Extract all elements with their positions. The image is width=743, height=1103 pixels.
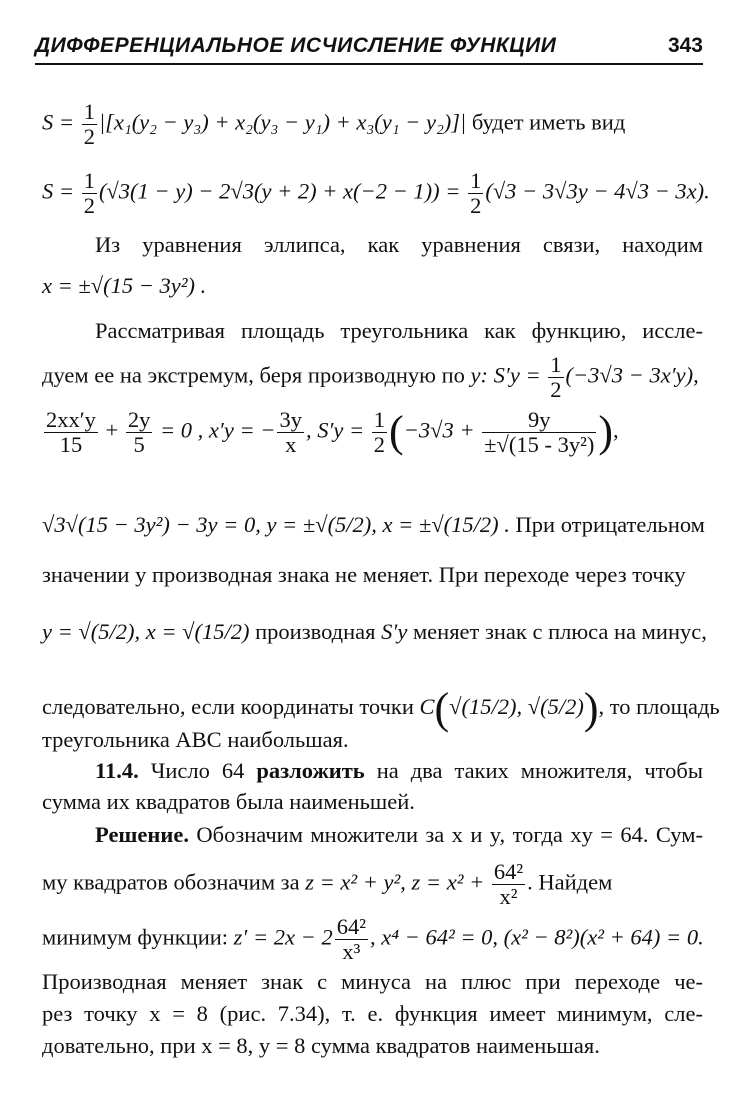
text-line: сумма их квадратов была наименьшей. [42,789,415,814]
fraction: $\frac{2xx'y}{15}$ [46,407,96,457]
formula-result: (√3 − 3√3y − 4√3 − 3x). [485,178,710,204]
formula-body: |[x₁(y₂ − y₃) + x₂(y₃ − y₁) + x₃(y₁ − y₂)]| [98,109,467,135]
text-run: меняет знак с плюса на минус, [412,619,707,644]
fraction: $\frac{\text{64²}}{\text{x³}}$ [336,914,366,964]
formula-ellipse: x = ±√(15 − 3y²) . [42,273,207,298]
text-run: следовательно, если координаты точки [42,694,414,720]
text-line: Производная меняет знак с минуса на плюс при переходе че- [42,969,703,994]
formula-critical-points [42,512,703,538]
text-run: , то площадь [598,694,720,720]
formula-sum-squares [42,860,703,908]
formula-lhs: S = [42,178,80,204]
problem-statement: 11.4. Число 64 разложить на два таких множителя, чтобы [95,758,703,783]
page-header [35,28,703,68]
formula-body: , x⁴ − 64² = 0, (x² − 8²)(x² + 64) = 0. [369,924,704,950]
formula-derivative: z′ = 2x − 2 [233,924,333,950]
fraction-half: $\frac{1}{2}$ [470,168,482,218]
solution-intro: Решение. Обозначим множители за x и y, тогда xy = 64. Сум- [95,822,703,847]
solution-label: Решение. [95,822,189,847]
fraction: $\frac{3y}{x}$ [279,407,302,457]
text-line: рез точку x = 8 (рис. 7.34), т. е. функция имеет минимум, сле- [42,1001,703,1026]
text-run: дуем ее на экстремум, беря производную по [42,362,465,388]
text-run: минимум функции: [42,924,229,950]
fraction-half: $\frac{1}{2}$ [373,407,386,457]
text-line: довательно, при x = 8, y = 8 сумма квадратов наименьшая. [42,1033,600,1058]
text-line: треугольника ABC наибольшая. [42,727,349,752]
text-line: Из уравнения эллипса, как уравнения связи, находим [95,232,703,257]
text-run: будет иметь вид [471,109,626,135]
formula-area-expanded [42,168,710,218]
formula-body: (−3√3 − 3x′y), [565,362,699,388]
formula-lhs: S′y = [493,362,547,388]
text-line: Рассматривая площадь треугольника как функцию, иссле- [95,318,703,343]
formula-derivatives: $\frac{2xx'y}{15}$ + $\frac{2y}{5}$ = 0 , x′y = − $\frac{3y}{x}$ , S′y = $\frac{1}{2}$ (−3√3 + $\frac{9y}{\text{±√(15 - 3y²)}}$ ), [46,407,619,457]
text-derivative-line [42,353,703,401]
fraction-half: $\frac{1}{2}$ [550,352,562,402]
text-point-c-line: следовательно, если координаты точки C(√(15/2), √(5/2)), то площадь [42,684,720,733]
formula-body: (√3(1 − y) − 2√3(y + 2) + x(−2 − 1)) = [98,178,467,204]
formula-lhs: S = [42,109,80,135]
fraction: $\frac{2y}{5}$ [127,407,151,457]
page-number: 343 [667,34,703,57]
formula-minimum [42,915,703,963]
text-run: При отрицательном [515,512,705,537]
formula-point: y = √(5/2), x = √(15/2) [42,619,250,644]
text-line: значении y производная знака не меняет. При переходе через точку [42,562,686,587]
fraction: $\frac{\text{64²}}{\text{x²}}$ [493,859,524,909]
point-label: C [419,694,435,720]
point-coordinates: √(15/2), √(5/2) [449,694,584,720]
fraction: $\frac{9y}{\text{±√(15 - 3y²)}}$ [484,407,595,457]
fraction-half: $\frac{1}{2}$ [83,99,95,149]
problem-number: 11.4. [95,758,139,783]
header-rule [35,63,703,65]
text-run: . Найдем [527,869,613,895]
chapter-title: ДИФФЕРЕНЦИАЛЬНОЕ ИСЧИСЛЕНИЕ ФУНКЦИИ [35,34,557,57]
text-sign-change-line [42,619,707,645]
formula-body: √3√(15 − 3y²) − 3y = 0, y = ±√(5/2), x = ±√(15/2) . [42,512,510,537]
formula-area-line [42,100,703,148]
fraction-half: $\frac{1}{2}$ [83,168,95,218]
problem-keyword: разложить [256,758,365,783]
formula-body: z = x² + y², z = x² + [305,869,490,895]
var-y: y: [470,362,489,388]
text-run: производная [255,619,376,644]
formula-derivative: S′y [381,619,408,644]
text-run: му квадратов обозначим за [42,869,300,895]
